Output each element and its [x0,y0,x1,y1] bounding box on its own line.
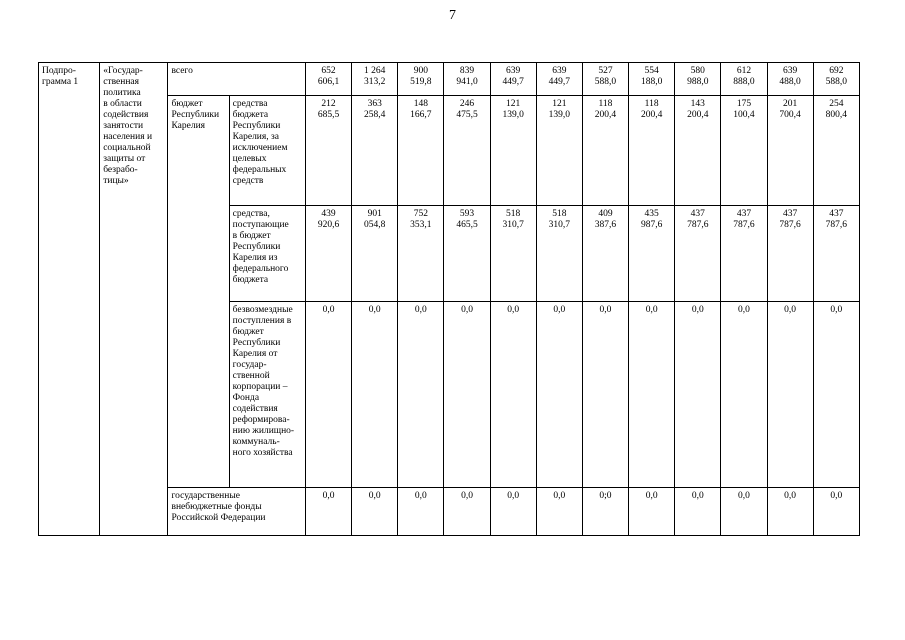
value-cell: 527 588,0 [582,63,628,96]
value-cell: 0,0 [767,488,813,536]
value-cell: 201 700,4 [767,96,813,206]
value-cell: 121 139,0 [490,96,536,206]
value-cell: 0,0 [352,302,398,488]
value-cell: 175 100,4 [721,96,767,206]
value-cell: 0,0 [813,488,859,536]
row-total [39,63,860,96]
value-cell: 518 310,7 [536,206,582,302]
value-cell: 593 465,5 [444,206,490,302]
value-cell: 0,0 [352,488,398,536]
value-cell: 518 310,7 [490,206,536,302]
value-cell: 439 920,6 [305,206,351,302]
value-cell: 0,0 [536,302,582,488]
value-cell: 0,0 [582,302,628,488]
value-cell: 212 685,5 [305,96,351,206]
value-cell: 0,0 [490,302,536,488]
value-cell: 0,0 [536,488,582,536]
value-cell: 652 606,1 [305,63,351,96]
value-cell: 0,0 [675,302,721,488]
value-cell: 0,0 [675,488,721,536]
value-cell: 0,0 [305,488,351,536]
value-cell: 580 988,0 [675,63,721,96]
value-cell: 435 987,6 [629,206,675,302]
value-cell: 639 449,7 [490,63,536,96]
value-cell: 437 787,6 [721,206,767,302]
value-cell: 612 888,0 [721,63,767,96]
federal-funds-label: средства, поступающие в бюджет Республики Карелия из федерального бюджета [229,206,305,302]
value-cell: 0;0 [582,488,628,536]
value-cell: 0,0 [398,488,444,536]
value-cell: 0,0 [444,302,490,488]
value-cell: 692 588,0 [813,63,859,96]
value-cell: 0,0 [444,488,490,536]
value-cell: 554 188,0 [629,63,675,96]
value-cell: 143 200,4 [675,96,721,206]
value-cell: 437 787,6 [813,206,859,302]
value-cell: 254 800,4 [813,96,859,206]
value-cell: 752 353,1 [398,206,444,302]
value-cell: 118 200,4 [582,96,628,206]
value-cell: 0,0 [629,302,675,488]
value-cell: 900 519,8 [398,63,444,96]
value-cell: 246 475,5 [444,96,490,206]
value-cell: 0,0 [305,302,351,488]
value-cell: 363 258,4 [352,96,398,206]
program-label: Подпро- грамма 1 [39,63,100,536]
value-cell: 409 387,6 [582,206,628,302]
value-cell: 118 200,4 [629,96,675,206]
value-cell: 1 264 313,2 [352,63,398,96]
program-title: «Государ- ственная политика в области содействия занятости населения и социальной защиты от безрабо- тицы» [100,63,168,536]
value-cell: 148 166,7 [398,96,444,206]
value-cell: 0,0 [490,488,536,536]
value-cell: 0,0 [398,302,444,488]
value-cell: 901 054,8 [352,206,398,302]
extrabudgetary-label: государственные внебюджетные фонды Российской Федерации [168,488,306,536]
total-label: всего [168,63,306,96]
value-cell: 0,0 [721,488,767,536]
value-cell: 121 139,0 [536,96,582,206]
value-cell: 639 488,0 [767,63,813,96]
value-cell: 0,0 [813,302,859,488]
gratuitous-label: безвозмездные поступления в бюджет Республики Карелия от государ- ственной корпорации – Фонда содействия реформирова- нию жилищно- коммуналь- ного хозяйства [229,302,305,488]
page-number: 7 [449,8,456,23]
value-cell: 0,0 [721,302,767,488]
budget-group-label: бюджет Республики Карелия [168,96,229,488]
value-cell: 639 449,7 [536,63,582,96]
value-cell: 437 787,6 [767,206,813,302]
value-cell: 437 787,6 [675,206,721,302]
value-cell: 0,0 [629,488,675,536]
value-cell: 839 941,0 [444,63,490,96]
value-cell: 0,0 [767,302,813,488]
funding-table [38,62,860,536]
own-funds-label: средства бюджета Республики Карелия, за исключением целевых федеральных средств [229,96,305,206]
